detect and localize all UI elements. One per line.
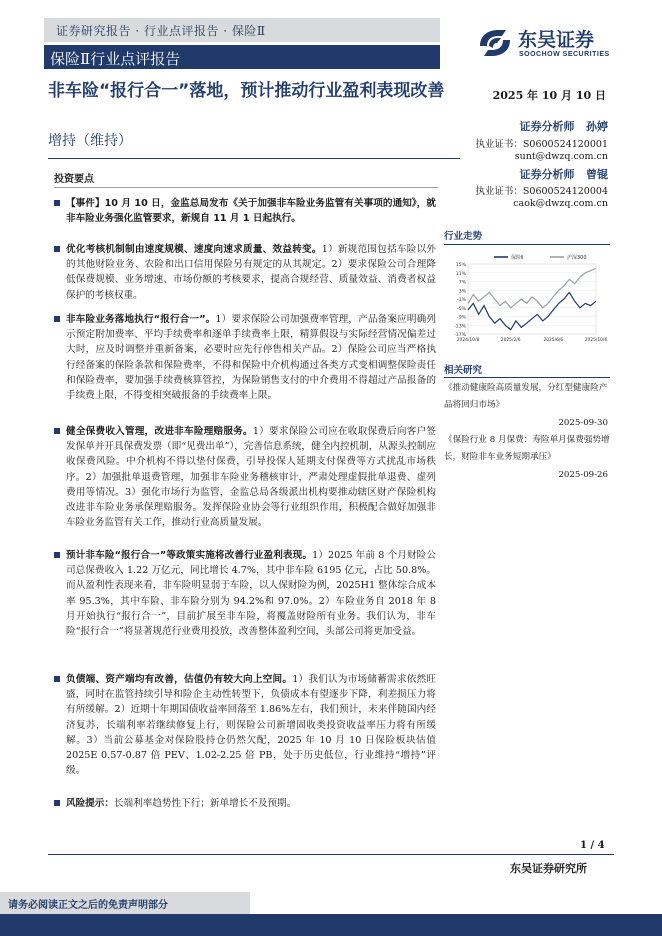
analyst-1-email[interactable]: sunt@dwzq.com.cn bbox=[514, 151, 608, 162]
brand-name-cn: 东吴证券 bbox=[518, 29, 595, 51]
highlight-item bbox=[54, 424, 436, 530]
highlight-lead: 优化考核机制制由速度规模、速度向速求质量、效益转变。 bbox=[66, 244, 322, 255]
legend-label: 保险Ⅱ bbox=[511, 255, 524, 261]
bullet-square-icon bbox=[54, 200, 60, 206]
y-tick-label: -13% bbox=[454, 324, 466, 330]
legend-label: 沪深300 bbox=[567, 255, 587, 261]
highlight-item bbox=[54, 548, 436, 639]
y-tick-label: 15% bbox=[455, 263, 466, 268]
related-report[interactable]: 《推动健康险高质量发展，分红型健康险产品将回归市场》 bbox=[444, 383, 608, 410]
analyst-1-license: 执业证书：S0600524120001 bbox=[475, 139, 608, 150]
page-number: 1 / 4 bbox=[580, 840, 605, 851]
y-tick-label: 7% bbox=[458, 280, 466, 286]
highlight-lead: 【事件】10 月 10 日，金监总局发布《关于加强非车险业务监管有关事项的通知》，就非车险业务强化监管要求，新规自 11 月 1 日起执行。 bbox=[66, 198, 436, 225]
highlight-lead: 负债端、资产端均有改善，估值仍有较大向上空间。 bbox=[66, 674, 293, 685]
analyst-2-email[interactable]: caok@dwzq.com.cn bbox=[513, 198, 608, 209]
highlight-text: 1）要求保险公司加强费率管理，产品备案应明确列示预定附加费率、平均手续费率和逐单手续费率上限，精算假设与实际经营情况偏差过大时，应及时调整并重新备案，必要时应先行停售相关产品。2）保险公司应当严格执行经备案的保险条款和保险费率，不得和保险中介机构通过各类方式变相调整保险责任和保险费率，要加强手续费核算管控，为保险销售支付的中介费用不得超过产品报备的手续费上限，不得变相突破报备的手续费率上限。 bbox=[66, 314, 436, 402]
footer-rule bbox=[48, 854, 614, 855]
y-tick-label: 11% bbox=[455, 271, 466, 277]
analyst-1-name bbox=[440, 118, 608, 134]
y-tick-label: -5% bbox=[457, 306, 466, 312]
highlight-item bbox=[54, 672, 436, 778]
highlight-text: 1）新规范围包括车险以外的其他财险业务、农险和出口信用保险另有规定的从其规定。2）要求保险公司合理降低保费规模、业务增速、市场份额的考核要求，提高合规经营、质量效益、消费者权益保护的考核权重。 bbox=[66, 244, 437, 301]
highlight-lead: 健全保费收入管理，改进非车险理赔服务。 bbox=[66, 426, 253, 437]
highlight-text: 1）我们认为市场储蓄需求依然旺盛，同时在监管持续引导和险企主动性转型下，负债成本有望逐步下降，利差损压力将有所缓解。2）近期十年期国债收益率回落至 1.86%左右，我们预计，未来伴随国内经济复苏，长端利率若继续修复上行，则保险公司新增固收类投资收益率压力将有所缓解。3）当前公募基金对保险股持仓仍然欠配，2025 年 10 月 10 日保险板块估值 2025E 0.57-0.87 倍 PEV、1.02-2.25 倍 PB，处于历史低位，行业维持“增持”评级。 bbox=[66, 674, 436, 777]
related-report-date: 2025-09-30 bbox=[558, 418, 608, 428]
highlight-item bbox=[54, 242, 436, 303]
highlight-lead: 预计非车险“报行合一”等政策实施将改善行业盈利表现。 bbox=[66, 550, 313, 561]
related-title: 相关研究 bbox=[444, 365, 483, 376]
highlight-text: 长端利率趋势性下行；新单增长不及预期。 bbox=[113, 798, 297, 809]
disclaimer-text[interactable]: 请务必阅读正文之后的免责声明部分 bbox=[8, 900, 168, 911]
report-type-bar bbox=[44, 45, 440, 69]
report-headline: 非车险“报行合一”落地，预计推动行业盈利表现改善 bbox=[48, 81, 445, 101]
bullet-square-icon bbox=[54, 316, 60, 322]
analyst-1-title: 证券分析师 bbox=[519, 120, 575, 133]
x-tick-label: 2025/6/6 bbox=[543, 338, 564, 343]
y-tick-label: -9% bbox=[457, 315, 466, 321]
analyst-2-person: 曾锟 bbox=[586, 168, 608, 181]
breadcrumb-bar bbox=[44, 18, 440, 42]
soochow-logo-icon bbox=[476, 24, 514, 62]
highlight-item bbox=[54, 796, 436, 811]
highlight-item bbox=[54, 312, 436, 403]
research-institute: 东吴证券研究所 bbox=[510, 862, 587, 875]
analyst-2-title: 证券分析师 bbox=[519, 168, 575, 181]
x-tick-label: 2024/10/8 bbox=[456, 338, 480, 343]
related-report[interactable]: 《保险行业 8 月保费：寿险单月保费强势增长，财险非车业务短期承压》 bbox=[444, 435, 610, 462]
y-tick-label: -17% bbox=[454, 333, 466, 338]
breadcrumb: 证券研究报告 · 行业点评报告 · 保险Ⅱ bbox=[56, 24, 266, 38]
bullet-square-icon bbox=[54, 676, 60, 682]
highlights-title: 投资要点 bbox=[54, 174, 94, 185]
y-tick-label: -1% bbox=[457, 298, 466, 303]
analyst-1-person: 孙婷 bbox=[586, 120, 608, 133]
disclaimer-bar bbox=[0, 892, 250, 914]
series-line-csi300 bbox=[468, 268, 596, 307]
footer-band bbox=[0, 914, 662, 936]
related-rule bbox=[444, 377, 610, 378]
rating: 增持（维持） bbox=[48, 133, 132, 149]
y-tick-label: 3% bbox=[458, 289, 466, 295]
bullet-square-icon bbox=[54, 552, 60, 558]
highlight-text: 1）2025 年前 8 个月财险公司总保费收入 1.22 万亿元，同比增长 4.7%，其中非车险 6195 亿元，占比 50.8%。而从盈利性表现来看，非车险明显弱于车险，以人保财险为例，2025H1 整体综合成本率 95.3%，其中车险、非车险分别为 94.2%和 97.0%。2）车险业务自 2018 年 8 月开始执行“报行合一”，目前扩展至非车险，将覆盖财险所有业务。我们认为，非车险“报行合一”将显著规范行业费用投放，改善整体盈利空间，头部公司将更加受益。 bbox=[66, 550, 436, 638]
report-type: 保险Ⅱ行业点评报告 bbox=[50, 50, 181, 68]
bullet-square-icon bbox=[54, 246, 60, 252]
analyst-2-license: 执业证书：S0600524120004 bbox=[475, 186, 608, 197]
related-report-date: 2025-09-26 bbox=[558, 470, 608, 480]
highlight-lead: 非车险业务落地执行“报行合一”。 bbox=[66, 314, 216, 325]
series-line-insurance bbox=[468, 292, 596, 329]
title-rule bbox=[48, 158, 460, 159]
highlight-text: 1）要求保险公司应在收取保费后向客户签发保单并开具保费发票（即“见费出单”），完善信息系统，健全内控机制，从源头控制应收保费风险。中介机构不得以垫付保费，引导投保人延期支付保费等方式扰乱市场秩序。2）加强批单退费管理，加强非车险业务稽核审计，严肃处理虚假批单退费、虚列费用等情况。3）强化市场行为监管，金监总局各级派出机构要推动辖区财产保险机构改进非车险业务承保理赔服务。发挥保险业协会等行业组织作用，积极配合做好加强非车险业务监管有关工作，推动行业高质量发展。 bbox=[66, 426, 437, 529]
bullet-square-icon bbox=[54, 428, 60, 434]
x-tick-label: 2025/2/6 bbox=[500, 338, 521, 343]
highlight-lead: 风险提示： bbox=[66, 798, 114, 809]
x-tick-label: 2025/10/6 bbox=[584, 338, 608, 343]
highlight-item bbox=[54, 196, 436, 226]
brand-name-en: SOOCHOW SECURITIES bbox=[519, 51, 610, 58]
brand-logo bbox=[476, 24, 626, 64]
trend-rule bbox=[444, 244, 610, 245]
report-date: 2025 年 10 月 10 日 bbox=[492, 89, 606, 102]
bullet-square-icon bbox=[54, 800, 60, 806]
highlights-rule bbox=[54, 187, 438, 188]
industry-trend-chart bbox=[444, 250, 610, 346]
trend-title: 行业走势 bbox=[444, 231, 483, 242]
analyst-2-name bbox=[440, 166, 608, 182]
